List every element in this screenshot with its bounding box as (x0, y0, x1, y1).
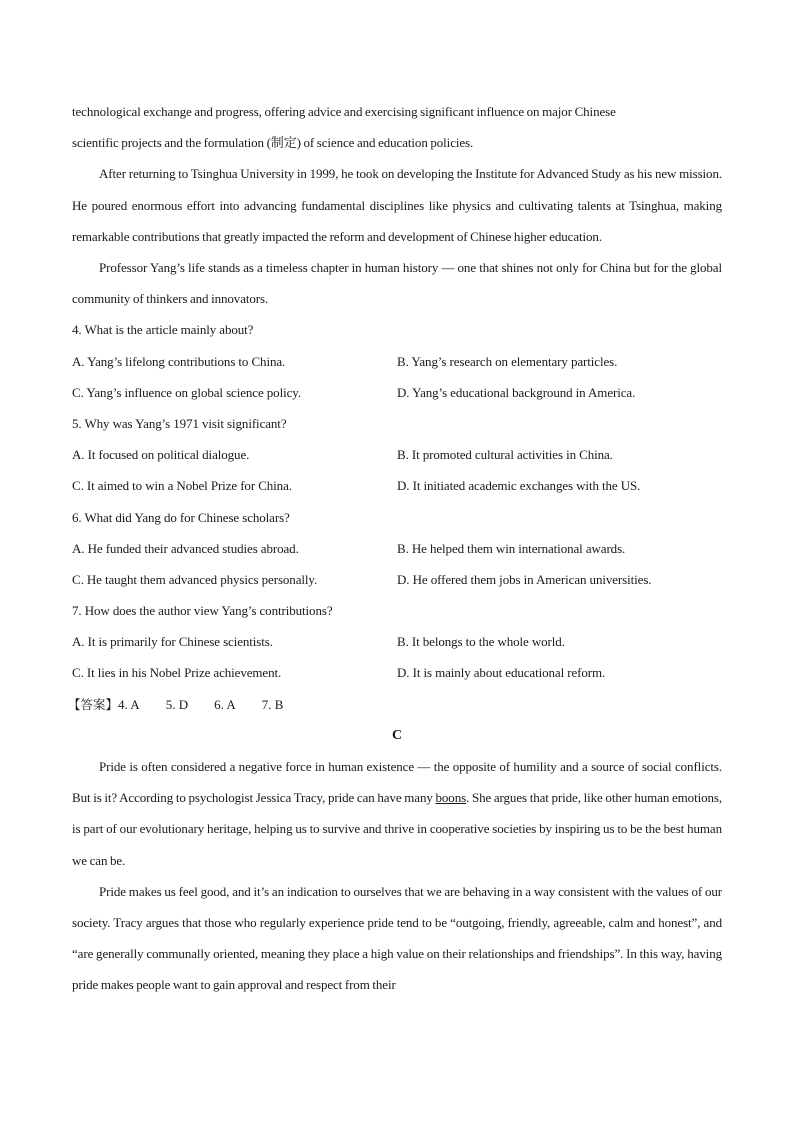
question-6 (72, 502, 722, 596)
paragraph-text: . She argues that pride, like other human emotions, is part of our evolutionary heritage, helping us to survive and thrive in cooperative societies by inspiring us to be the best human we can be. (72, 790, 722, 868)
option-row (72, 564, 722, 595)
option-c: C. It aimed to win a Nobel Prize for China. (72, 478, 292, 494)
option-c: C. Yang’s influence on global science policy. (72, 384, 301, 400)
passage-c (72, 751, 722, 1001)
option-d: D. It is mainly about educational reform. (397, 665, 606, 681)
option-b: B. He helped them win international awards. (397, 540, 626, 556)
paragraph-3: Professor Yang’s life stands as a timeless chapter in human history — one that shines not only for China but for the global community of thinkers and innovators. (72, 260, 722, 307)
option-d: D. It initiated academic exchanges with the US. (397, 478, 641, 494)
answer-item: 7. B (261, 696, 284, 712)
answer-item: 4. A (118, 696, 140, 712)
paragraph-1 (72, 96, 722, 158)
option-row (72, 439, 722, 470)
answer-item: 6. A (214, 696, 236, 712)
paragraph-1-line-1: technological exchange and progress, offering advice and exercising significant influence on major Chinese (72, 104, 616, 119)
paragraph-text: Pride is often considered a negative force in human existence — the opposite of humility and a source of social conflicts. But is it? According to psychologist Jessica Tracy, pride can have many (72, 759, 722, 806)
answer-key (68, 689, 722, 720)
option-b: B. It belongs to the whole world. (397, 634, 565, 650)
document-page (68, 96, 722, 1001)
question-4 (72, 314, 722, 408)
option-row (72, 626, 722, 657)
option-c: C. It lies in his Nobel Prize achievement. (72, 665, 282, 681)
paragraph-2: Pride makes us feel good, and it’s an indication to ourselves that we are behaving in a way consistent with the values of our society. Tracy argues that those who regularly experience pride tend to be “outgoing, friendly, agreeable, calm and honest”, and “are generally communally oriented, meaning they place a high value on their relationships and friendships”. In this way, having pride makes people want to gain approval and respect from their (72, 883, 722, 993)
option-row (72, 346, 722, 377)
question-stem: 6. What did Yang do for Chinese scholars? (72, 509, 290, 525)
option-a: A. He funded their advanced studies abroad. (72, 540, 299, 556)
question-stem: 5. Why was Yang’s 1971 visit significant? (72, 415, 287, 431)
question-7 (72, 595, 722, 689)
answer-label: 【答案】 (68, 696, 119, 712)
option-d: D. Yang’s educational background in America. (397, 384, 636, 400)
option-row (72, 377, 722, 408)
option-d: D. He offered them jobs in American universities. (397, 571, 652, 587)
option-row (72, 470, 722, 501)
question-5 (72, 408, 722, 502)
option-a: A. Yang’s lifelong contributions to China. (72, 353, 286, 369)
option-a: A. It focused on political dialogue. (72, 447, 250, 463)
paragraph-2: After returning to Tsinghua University in 1999, he took on developing the Institute for Advanced Study as his new mission. He poured enormous effort into advancing fundamental disciplines like physics and cultivating talents at Tsinghua, making remarkable contributions that greatly impacted the reform and development of Chinese higher education. (72, 166, 722, 244)
option-row (72, 533, 722, 564)
question-stem: 7. How does the author view Yang’s contributions? (72, 603, 333, 619)
option-c: C. He taught them advanced physics personally. (72, 571, 318, 587)
section-heading: C (391, 727, 403, 743)
paragraph-1-line-2: scientific projects and the formulation (制定) of science and education policies. (72, 135, 474, 151)
underlined-word: boons (435, 790, 467, 806)
option-row (72, 657, 722, 688)
option-b: B. Yang’s research on elementary particles. (397, 353, 618, 369)
passage-b-continuation (72, 96, 722, 314)
option-b: B. It promoted cultural activities in China. (397, 447, 613, 463)
paragraph-1 (72, 751, 722, 876)
question-stem: 4. What is the article mainly about? (72, 322, 254, 338)
answer-item: 5. D (165, 696, 189, 712)
option-a: A. It is primarily for Chinese scientists. (72, 634, 273, 650)
